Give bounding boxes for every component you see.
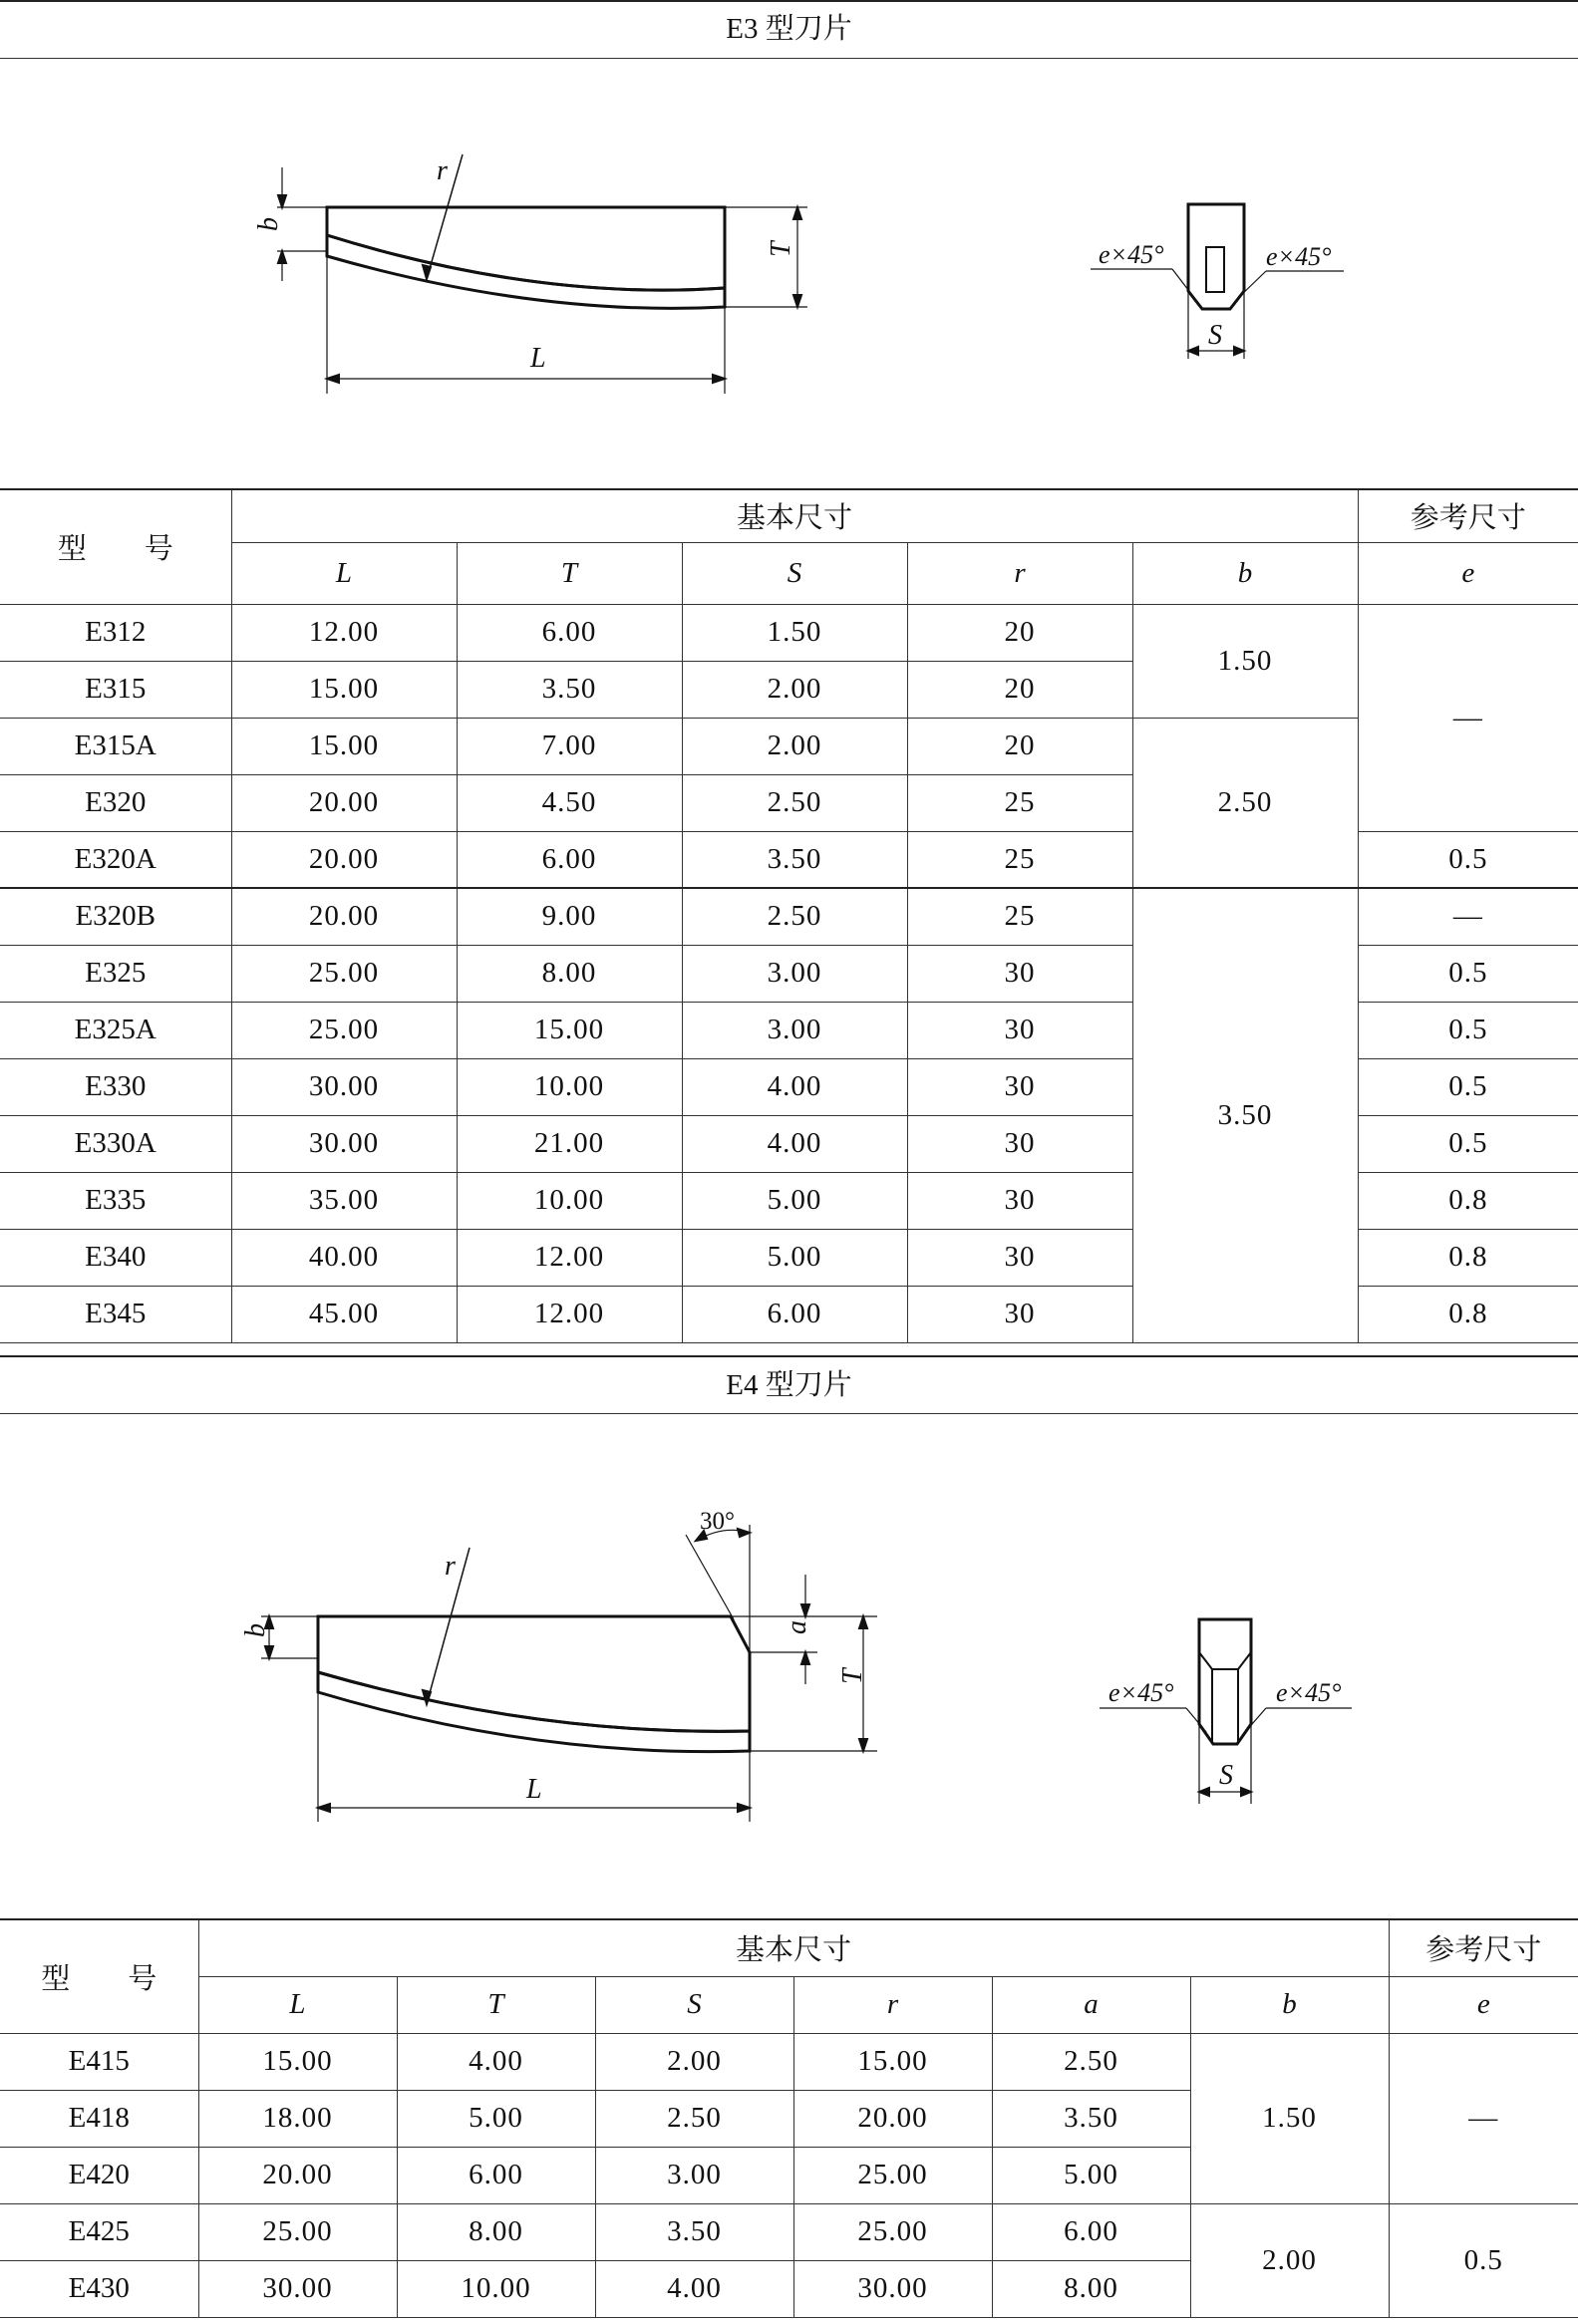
e4-S-cell: 3.00 — [595, 2147, 793, 2203]
e4-S-cell: 4.00 — [595, 2260, 793, 2317]
e3-T-cell: 12.00 — [457, 1229, 682, 1286]
e3-end-right-label: e×45° — [1266, 242, 1332, 271]
e3-L-cell: 25.00 — [231, 945, 457, 1002]
e4-title: E4 型刀片 — [726, 1369, 852, 1401]
e3-b-cell: 3.50 — [1132, 888, 1358, 1342]
e4-r-label: r — [445, 1551, 456, 1582]
e4-b-cell: 2.00 — [1190, 2203, 1389, 2317]
e3-S-cell: 4.00 — [682, 1058, 907, 1115]
e4-r-cell: 30.00 — [793, 2260, 992, 2317]
e3-r-label: r — [437, 155, 448, 186]
e4-T-cell: 5.00 — [397, 2090, 595, 2147]
e3-T-cell: 6.00 — [457, 831, 682, 888]
e4-model-cell: E420 — [0, 2147, 198, 2203]
e3-T-cell: 7.00 — [457, 718, 682, 774]
e4-a-cell: 3.50 — [992, 2090, 1190, 2147]
e3-S-cell: 2.50 — [682, 888, 907, 945]
e3-end-left-label: e×45° — [1099, 240, 1164, 269]
e3-e-cell: 0.5 — [1358, 1002, 1578, 1058]
e4-a-cell: 8.00 — [992, 2260, 1190, 2317]
e4-col-r: r — [793, 1976, 992, 2033]
e4-a-cell: 6.00 — [992, 2203, 1190, 2260]
e3-model-cell: E345 — [0, 1286, 231, 1342]
e3-T-cell: 8.00 — [457, 945, 682, 1002]
e3-r-cell: 25 — [907, 888, 1132, 945]
e4-col-b: b — [1190, 1976, 1389, 2033]
e4-end-left-label: e×45° — [1108, 1678, 1174, 1707]
e4-a-cell: 2.50 — [992, 2033, 1190, 2090]
e4-L-cell: 30.00 — [198, 2260, 397, 2317]
e4-r-cell: 20.00 — [793, 2090, 992, 2147]
e3-r-cell: 20 — [907, 661, 1132, 718]
e4-S-cell: 2.50 — [595, 2090, 793, 2147]
e4-L-cell: 20.00 — [198, 2147, 397, 2203]
e3-model-header: 型 号 — [0, 489, 231, 604]
e3-r-cell: 20 — [907, 604, 1132, 661]
e4-model-cell: E415 — [0, 2033, 198, 2090]
table-row — [0, 888, 1578, 945]
e3-L-cell: 30.00 — [231, 1115, 457, 1172]
e3-model-cell: E340 — [0, 1229, 231, 1286]
e3-S-cell: 5.00 — [682, 1172, 907, 1229]
e4-model-header: 型 号 — [0, 1919, 198, 2033]
e3-S-cell: 3.00 — [682, 1002, 907, 1058]
e3-b-cell: 2.50 — [1132, 718, 1358, 888]
e4-L-label: L — [526, 1774, 542, 1805]
e3-e-cell: 0.5 — [1358, 1115, 1578, 1172]
e3-blade-drawing — [0, 60, 1578, 488]
e3-S-cell: 3.00 — [682, 945, 907, 1002]
e3-L-cell: 35.00 — [231, 1172, 457, 1229]
e4-e-cell: — — [1389, 2033, 1578, 2203]
e3-T-cell: 21.00 — [457, 1115, 682, 1172]
e3-col-L: L — [231, 542, 457, 604]
e3-r-cell: 20 — [907, 718, 1132, 774]
e3-model-cell: E320A — [0, 831, 231, 888]
e4-b-label: b — [240, 1623, 271, 1637]
e3-r-cell: 30 — [907, 1229, 1132, 1286]
e4-L-cell: 15.00 — [198, 2033, 397, 2090]
e4-model-cell: E430 — [0, 2260, 198, 2317]
e3-S-label: S — [1208, 320, 1222, 351]
e3-L-cell: 45.00 — [231, 1286, 457, 1342]
e3-S-cell: 4.00 — [682, 1115, 907, 1172]
e4-S-cell: 3.50 — [595, 2203, 793, 2260]
e4-S-label: S — [1219, 1760, 1233, 1791]
e4-model-cell: E418 — [0, 2090, 198, 2147]
e4-blade-drawing — [0, 1415, 1578, 1918]
e4-basic-header: 基本尺寸 — [198, 1919, 1389, 1976]
e4-col-a: a — [992, 1976, 1190, 2033]
e3-model-cell: E325 — [0, 945, 231, 1002]
e3-model-cell: E315 — [0, 661, 231, 718]
e3-model-cell: E320 — [0, 774, 231, 831]
table-row — [0, 2033, 1578, 2090]
e4-ref-header: 参考尺寸 — [1389, 1919, 1578, 1976]
e4-model-cell: E425 — [0, 2203, 198, 2260]
e3-model-cell: E330 — [0, 1058, 231, 1115]
e3-L-cell: 25.00 — [231, 1002, 457, 1058]
e3-S-cell: 2.00 — [682, 718, 907, 774]
e3-r-cell: 25 — [907, 774, 1132, 831]
e4-side-view — [261, 1525, 877, 1822]
e3-S-cell: 2.00 — [682, 661, 907, 718]
e3-b-label: b — [253, 217, 284, 231]
e3-model-cell: E325A — [0, 1002, 231, 1058]
e4-T-cell: 10.00 — [397, 2260, 595, 2317]
e4-r-cell: 25.00 — [793, 2203, 992, 2260]
e3-e-cell: 0.5 — [1358, 945, 1578, 1002]
e3-r-cell: 30 — [907, 1172, 1132, 1229]
e3-spec-table — [0, 488, 1578, 1343]
e4-L-cell: 25.00 — [198, 2203, 397, 2260]
e4-T-cell: 6.00 — [397, 2147, 595, 2203]
e4-S-cell: 2.00 — [595, 2033, 793, 2090]
e3-e-cell: 0.8 — [1358, 1172, 1578, 1229]
e3-r-cell: 30 — [907, 1115, 1132, 1172]
e3-T-cell: 9.00 — [457, 888, 682, 945]
e4-e-cell: 0.5 — [1389, 2203, 1578, 2317]
e3-L-cell: 15.00 — [231, 718, 457, 774]
e3-title: E3 型刀片 — [726, 13, 852, 45]
e4-T-label: T — [837, 1668, 868, 1684]
e3-model-cell: E335 — [0, 1172, 231, 1229]
e3-ref-header: 参考尺寸 — [1358, 489, 1578, 542]
e4-angle-label: 30° — [700, 1508, 735, 1535]
e3-S-cell: 6.00 — [682, 1286, 907, 1342]
e3-basic-header: 基本尺寸 — [231, 489, 1358, 542]
e4-col-T: T — [397, 1976, 595, 2033]
e3-e-cell: 0.5 — [1358, 831, 1578, 888]
e3-T-cell: 10.00 — [457, 1172, 682, 1229]
e3-r-cell: 30 — [907, 1002, 1132, 1058]
e3-model-cell: E312 — [0, 604, 231, 661]
e3-L-cell: 20.00 — [231, 888, 457, 945]
e3-title-rule — [0, 58, 1578, 59]
e3-L-label: L — [530, 343, 546, 374]
e3-S-cell: 5.00 — [682, 1229, 907, 1286]
table-row — [0, 2203, 1578, 2260]
e3-L-cell: 30.00 — [231, 1058, 457, 1115]
e3-e-cell: 0.8 — [1358, 1229, 1578, 1286]
e3-T-cell: 4.50 — [457, 774, 682, 831]
e3-T-cell: 3.50 — [457, 661, 682, 718]
e3-r-cell: 30 — [907, 945, 1132, 1002]
e3-T-cell: 15.00 — [457, 1002, 682, 1058]
e3-e-cell: 0.5 — [1358, 1058, 1578, 1115]
e4-a-label: a — [782, 1620, 812, 1634]
e3-b-cell: 1.50 — [1132, 604, 1358, 718]
e4-b-cell: 1.50 — [1190, 2033, 1389, 2203]
e3-col-S: S — [682, 542, 907, 604]
e3-T-cell: 6.00 — [457, 604, 682, 661]
table-row — [0, 718, 1578, 774]
e3-L-cell: 20.00 — [231, 774, 457, 831]
e3-model-cell: E320B — [0, 888, 231, 945]
e3-r-cell: 30 — [907, 1058, 1132, 1115]
e3-col-e: e — [1358, 542, 1578, 604]
e3-e-cell: 0.8 — [1358, 1286, 1578, 1342]
e3-L-cell: 20.00 — [231, 831, 457, 888]
e4-spec-table — [0, 1918, 1578, 2318]
e3-L-cell: 12.00 — [231, 604, 457, 661]
e4-L-cell: 18.00 — [198, 2090, 397, 2147]
e3-L-cell: 15.00 — [231, 661, 457, 718]
e3-L-cell: 40.00 — [231, 1229, 457, 1286]
e3-r-cell: 30 — [907, 1286, 1132, 1342]
e3-T-cell: 12.00 — [457, 1286, 682, 1342]
e3-r-cell: 25 — [907, 831, 1132, 888]
e4-title-rule — [0, 1413, 1578, 1414]
e4-col-L: L — [198, 1976, 397, 2033]
e4-T-cell: 4.00 — [397, 2033, 595, 2090]
e4-a-cell: 5.00 — [992, 2147, 1190, 2203]
e3-col-T: T — [457, 542, 682, 604]
e4-col-S: S — [595, 1976, 793, 2033]
e3-T-cell: 10.00 — [457, 1058, 682, 1115]
table-row — [0, 604, 1578, 661]
e4-r-cell: 25.00 — [793, 2147, 992, 2203]
e3-col-r: r — [907, 542, 1132, 604]
e4-col-e: e — [1389, 1976, 1578, 2033]
e3-model-cell: E330A — [0, 1115, 231, 1172]
e3-S-cell: 3.50 — [682, 831, 907, 888]
e3-e-cell: — — [1358, 604, 1578, 831]
e4-r-cell: 15.00 — [793, 2033, 992, 2090]
e4-T-cell: 8.00 — [397, 2203, 595, 2260]
e3-T-label: T — [766, 241, 796, 257]
e3-col-b: b — [1132, 542, 1358, 604]
e3-S-cell: 1.50 — [682, 604, 907, 661]
e3-model-cell: E315A — [0, 718, 231, 774]
e3-S-cell: 2.50 — [682, 774, 907, 831]
e3-e-cell: — — [1358, 888, 1578, 945]
e4-end-right-label: e×45° — [1276, 1678, 1342, 1707]
